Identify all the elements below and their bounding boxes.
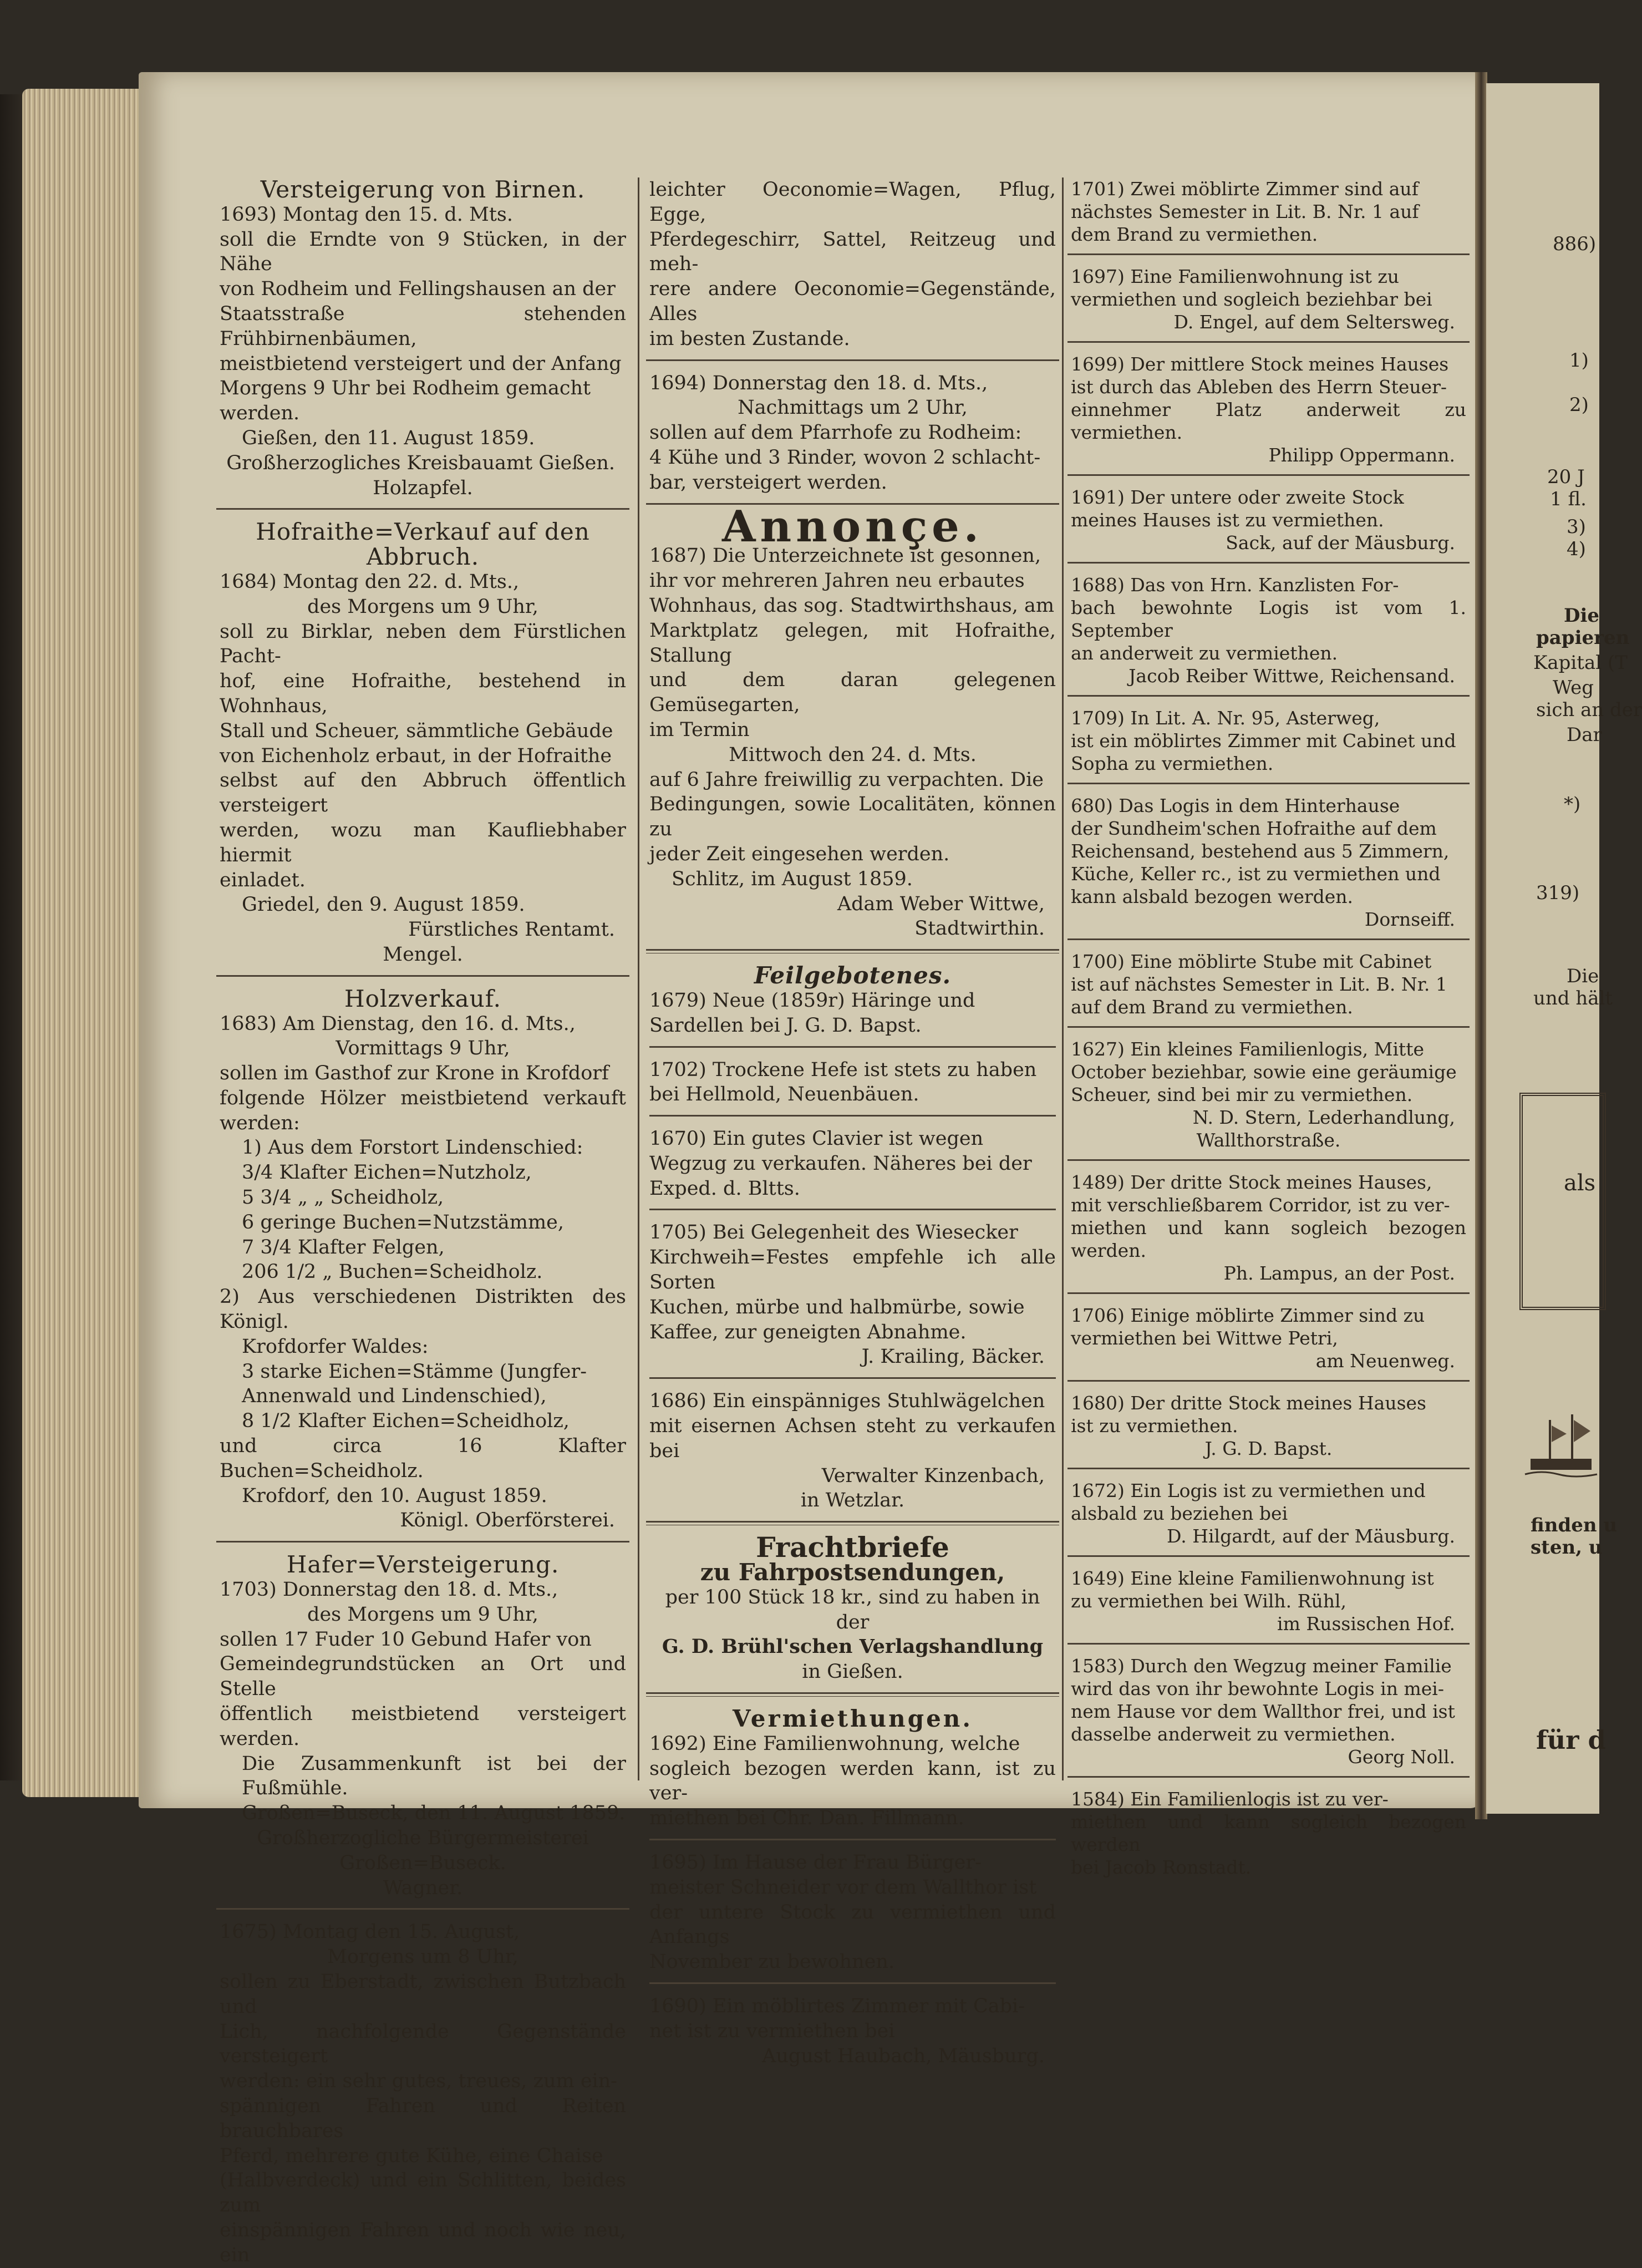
ad-line: kann alsbald bezogen werden. (1071, 886, 1354, 907)
ad-line: Exped. d. Bltts. (649, 1177, 800, 1200)
ad-line: ist durch das Ableben des Herrn Steuer- (1071, 376, 1447, 398)
ad-signature: Georg Noll. (1348, 1746, 1455, 1768)
ad-line: Gemeindegrundstücken an Ort und Stelle (220, 1653, 626, 1701)
ad-signature: im Russischen Hof. (1277, 1613, 1455, 1635)
ad-line: Stall und Scheuer, sämmtliche Gebäude (220, 719, 613, 742)
ad-title: Hofraithe=Verkauf auf den Abbruch. (256, 518, 590, 571)
section-feilgebotenes (646, 963, 1059, 1513)
ad-line: an anderweit zu vermiethen. (1071, 642, 1338, 664)
ad-signature: Wagner. (383, 1876, 463, 1899)
ad-line: 1672) Ein Logis ist zu vermiethen und (1071, 1480, 1426, 1501)
ad-line: zu vermiethen bei Wilh. Rühl, (1071, 1590, 1347, 1612)
ad-title: Versteigerung von Birnen. (260, 176, 586, 203)
next-page-text: *) (1564, 793, 1581, 815)
ad-separator (649, 1377, 1056, 1379)
ad-line: und dem daran gelegenen Gemüsegarten, (649, 669, 1056, 717)
ad-line: 1675) Montag den 15. August, (220, 1921, 520, 1944)
next-page-text: Dar (1567, 724, 1602, 746)
ad-line: der Sundheim'schen Hofraithe auf dem (1071, 818, 1437, 839)
ad-line: Lich, nachfolgende Gegenstände versteigert (220, 2020, 626, 2068)
ad-separator (1067, 1776, 1470, 1778)
ad-1627 (1067, 1038, 1470, 1151)
ad-line: Annenwald und Lindenschied), (242, 1385, 547, 1408)
ad-1706 (1067, 1304, 1470, 1372)
ad-signature: August Haubach, Mäusburg. (762, 2044, 1045, 2067)
ad-line: sollen zu Eberstadt, zwischen Butzbach und (220, 1970, 626, 2018)
ship-illustration-icon (1525, 1409, 1597, 1481)
ad-separator (1067, 695, 1470, 697)
ad-signature: Sack, auf der Mäusburg. (1226, 532, 1455, 554)
ad-1699 (1067, 353, 1470, 466)
ad-separator (1067, 341, 1470, 343)
ad-separator (649, 1982, 1056, 1984)
ad-line: werden. (220, 402, 300, 425)
ad-line: 3 starke Eichen=Stämme (Jungfer- (242, 1360, 587, 1383)
next-page-text: 1) (1569, 349, 1589, 372)
ad-separator (1067, 1380, 1470, 1382)
ad-separator (1067, 1643, 1470, 1645)
ad-line: 1695) Im Hause der Frau Bürger- (649, 1851, 982, 1874)
ad-place-date: Krofdorf, den 10. August 1859. (242, 1484, 547, 1507)
ad-line: Die Zusammenkunft ist bei der Fußmühle. (242, 1752, 626, 1800)
ad-line: miethen und kann sogleich bezogen werden (1071, 1811, 1466, 1855)
ad-separator (1067, 1555, 1470, 1557)
ad-line: Morgens um 8 Uhr, (327, 1946, 518, 1968)
ad-separator (1067, 1159, 1470, 1161)
ad-line: ist auf nächstes Semester in Lit. B. Nr. 1 (1071, 973, 1447, 995)
ad-line: 1709) In Lit. A. Nr. 95, Asterweg, (1071, 707, 1380, 729)
ad-line: 6 geringe Buchen=Nutzstämme, (242, 1211, 564, 1234)
ad-signature: Holzapfel. (373, 476, 473, 499)
ad-line: Sardellen bei J. G. D. Bapst. (649, 1014, 922, 1037)
ad-1700 (1067, 950, 1470, 1018)
ad-line: November zu bewohnen. (649, 1951, 895, 1973)
annonce-title: Annonçe. (722, 501, 983, 552)
ad-line: 680) Das Logis in dem Hinterhause (1071, 795, 1400, 816)
ad-1680 (1067, 1392, 1470, 1460)
next-page-text: 4) (1567, 538, 1586, 560)
ad-line: 1679) Neue (1859r) Häringe und (649, 989, 975, 1012)
ad-line: auf 6 Jahre freiwillig zu verpachten. Die (649, 768, 1044, 791)
section-title: Feilgebotenes. (754, 962, 952, 990)
ad-line: 1584) Ein Familienlogis ist zu ver- (1071, 1788, 1389, 1810)
ad-line: 1684) Montag den 22. d. Mts., (220, 570, 520, 593)
ad-signature: Verwalter Kinzenbach, (821, 1464, 1045, 1487)
ad-title: Holzverkauf. (344, 985, 502, 1012)
section-title: Vermiethungen. (733, 1705, 973, 1733)
ad-separator (649, 1839, 1056, 1840)
ad-signature: N. D. Stern, Lederhandlung, (1192, 1107, 1455, 1128)
ad-line: 1693) Montag den 15. d. Mts. (220, 203, 513, 226)
ad-place-date: Schlitz, im August 1859. (672, 867, 913, 890)
ad-signature: Adam Weber Wittwe, (837, 892, 1045, 915)
section-vermiethungen (646, 1707, 1059, 2068)
ad-line: Pferd, mehrere gute Kühe, eine Chaise (220, 2144, 603, 2167)
ad-line: 1670) Ein gutes Clavier ist wegen (649, 1128, 984, 1150)
ad-line: miethen bei Chr. Dan. Fillmann. (649, 1807, 964, 1830)
ad-line: Pferdegeschirr, Sattel, Reitzeug und meh- (649, 228, 1056, 276)
next-page-text: Die (1567, 965, 1599, 987)
ad-signature: D. Hilgardt, auf der Mäusburg. (1166, 1525, 1455, 1547)
ad-line: 1702) Trockene Hefe ist stets zu haben (649, 1058, 1037, 1081)
ad-line: October beziehbar, sowie eine geräumige (1071, 1061, 1457, 1083)
ad-authority: Großen=Buseck. (339, 1851, 506, 1874)
decorative-border (1519, 1093, 1606, 1310)
ad-line: Sopha zu vermiethen. (1071, 753, 1274, 774)
ad-1709 (1067, 707, 1470, 775)
ad-separator (649, 1115, 1056, 1117)
ad-place-date: Griedel, den 9. August 1859. (242, 894, 525, 916)
ad-hafer-versteigerung (216, 1552, 629, 1900)
ad-line: bei Jacob Ronstadt. (1071, 1856, 1252, 1878)
ad-separator (649, 1209, 1056, 1210)
ad-line: öffentlich meistbietend versteigert werden. (220, 1703, 626, 1750)
frachtbriefe-title: Frachtbriefe (756, 1531, 949, 1564)
ad-line: werden: ein sehr gutes, treues, zum ein- (220, 2070, 618, 2093)
column-right (1067, 177, 1470, 1912)
ad-line: Küche, Keller rc., ist zu vermiethen und (1071, 863, 1441, 885)
ad-line: 1489) Der dritte Stock meines Hauses, (1071, 1171, 1432, 1193)
ad-line: Morgens 9 Uhr bei Rodheim gemacht (220, 377, 591, 400)
next-page-text: 886) (1553, 233, 1597, 255)
ad-line: leichter Oeconomie=Wagen, Pflug, Egge, (649, 179, 1056, 226)
ad-line: meines Hauses ist zu vermiethen. (1071, 509, 1384, 531)
ad-line: Kirchweih=Festes empfehle ich alle Sorten (649, 1246, 1056, 1294)
next-page-text: finden u (1531, 1514, 1618, 1536)
next-page-text: Weg (1553, 677, 1594, 699)
ad-line: 206 1/2 „ Buchen=Scheidholz. (242, 1261, 543, 1283)
ad-line: sogleich bezogen werden kann, ist zu ver- (649, 1757, 1056, 1805)
ad-line: Kuchen, mürbe und halbmürbe, sowie (649, 1296, 1025, 1318)
ad-separator (649, 1046, 1056, 1048)
next-page-text: sten, u (1531, 1536, 1603, 1559)
ad-separator (216, 508, 629, 510)
ad-signature: Philipp Oppermann. (1268, 444, 1455, 466)
ad-line: im Termin (649, 718, 750, 741)
next-page-text: und hält (1533, 987, 1613, 1009)
ad-versteigerung-birnen (216, 177, 629, 500)
ad-line: 1701) Zwei möblirte Zimmer sind auf (1071, 178, 1419, 200)
ad-separator (1067, 562, 1470, 564)
ad-line: Kaffee, zur geneigten Abnahme. (649, 1321, 967, 1343)
column-rule (1062, 177, 1064, 1780)
ad-line: 1690) Ein möblirtes Zimmer mit Cabi- (649, 1995, 1025, 2017)
ad-line: folgende Hölzer meistbietend verkauft werden: (220, 1087, 626, 1134)
next-page-text: als (1564, 1170, 1596, 1196)
ad-line: miethen und kann sogleich bezogen werden. (1071, 1217, 1466, 1261)
ad-line: 1705) Bei Gelegenheit des Wiesecker (649, 1221, 1018, 1244)
ad-signature: Jacob Reiber Wittwe, Reichensand. (1128, 665, 1455, 687)
ad-line: Staatsstraße stehenden Frühbirnenbäumen, (220, 302, 626, 350)
ad-line: 3/4 Klafter Eichen=Nutzholz, (242, 1161, 532, 1184)
column-middle (646, 177, 1059, 2067)
ad-line: meister Schneider vor dem Wallthor ist (649, 1876, 1037, 1899)
ad-1672 (1067, 1479, 1470, 1547)
ad-separator (1067, 1468, 1470, 1469)
ad-line: (Halbverdeck) und ein Schlitten, beides zum (220, 2169, 626, 2217)
ad-line: dasselbe anderweit zu vermiethen. (1071, 1723, 1396, 1745)
next-page-text: 3) (1567, 516, 1586, 538)
ad-separator (1067, 474, 1470, 476)
section-separator (646, 1521, 1059, 1525)
next-page-text: 2) (1569, 394, 1589, 416)
ad-line: von Rodheim und Fellingshausen an der (220, 278, 616, 301)
ad-line: 2) Aus verschiedenen Distrikten des Königl. (220, 1286, 626, 1333)
ad-line: bar, versteigert werden. (649, 471, 887, 494)
ad-line: Bedingungen, sowie Localitäten, können zu (649, 793, 1056, 841)
ad-signature: Ph. Lampus, an der Post. (1223, 1262, 1455, 1284)
ad-line: sollen 17 Fuder 10 Gebund Hafer von (220, 1628, 592, 1651)
ad-line: 1699) Der mittlere Stock meines Hauses (1071, 353, 1449, 375)
ad-separator (1067, 1026, 1470, 1028)
ad-line: werden, wozu man Kaufliebhaber hiermit (220, 819, 626, 866)
ad-1701 (1067, 177, 1470, 246)
ad-line: G. D. Brühl'schen Verlagshandlung (662, 1635, 1044, 1658)
ad-line: ihr vor mehreren Jahren neu erbautes (649, 570, 1025, 592)
column-rule (638, 177, 639, 1780)
ad-continuation (646, 177, 1059, 352)
next-page-text: 319) (1536, 882, 1580, 904)
ad-line: wird das von ihr bewohnte Logis in mei- (1071, 1678, 1445, 1699)
next-page-text: für d (1536, 1725, 1606, 1755)
ad-line: 1688) Das von Hrn. Kanzlisten For- (1071, 574, 1399, 596)
ad-signature: am Neuenweg. (1315, 1350, 1455, 1372)
ad-line: Vormittags 9 Uhr, (335, 1037, 510, 1060)
ad-line: des Morgens um 9 Uhr, (307, 1603, 538, 1626)
ad-holzverkauf (216, 987, 629, 1534)
ad-signature: Dornseiff. (1364, 909, 1455, 930)
next-page-fragment (1486, 83, 1642, 1814)
ad-line: mit eisernen Achsen steht zu verkaufen bei (649, 1415, 1056, 1462)
ad-680 (1067, 794, 1470, 931)
ad-line: alsbald zu beziehen bei (1071, 1503, 1288, 1524)
ad-line: spännigen Fahren und Reiten brauchbares (220, 2094, 626, 2142)
column-left (216, 176, 629, 2266)
ad-line: nächstes Semester in Lit. B. Nr. 1 auf (1071, 201, 1419, 222)
ad-signature: D. Engel, auf dem Seltersweg. (1173, 311, 1455, 333)
ad-signature: J. G. D. Bapst. (1204, 1438, 1333, 1459)
ad-authority: Großherzogliche Bürgermeisterei (257, 1827, 589, 1849)
ad-frachtbriefe (646, 1531, 1059, 1684)
ad-line: soll die Erndte von 9 Stücken, in der Nähe (220, 228, 626, 276)
ad-line: Reichensand, bestehend aus 5 Zimmern, (1071, 840, 1450, 862)
ad-line: selbst auf den Abbruch öffentlich versteigert (220, 769, 626, 817)
ad-line: Wohnhaus, das sog. Stadtwirthshaus, am (649, 594, 1055, 617)
ad-line: rere andere Oeconomie=Gegenstände, Alles (649, 278, 1056, 325)
ad-1583 (1067, 1655, 1470, 1768)
ad-line: 1687) Die Unterzeichnete ist gesonnen, (649, 545, 1041, 567)
ad-line: 1694) Donnerstag den 18. d. Mts., (649, 372, 988, 394)
ad-line: ist ein möblirtes Zimmer mit Cabinet und (1071, 730, 1456, 752)
ad-line: des Morgens um 9 Uhr, (307, 595, 538, 618)
next-page-text: 1 fl. (1550, 488, 1587, 510)
ad-separator (1067, 253, 1470, 255)
next-page-text: Die (1564, 605, 1600, 627)
ad-line: auf dem Brand zu vermiethen. (1071, 996, 1353, 1018)
ad-line: 1686) Ein einspänniges Stuhlwägelchen (649, 1390, 1045, 1413)
ad-authority: Königl. Oberförsterei. (400, 1509, 615, 1532)
ad-line: 7 3/4 Klafter Felgen, (242, 1236, 445, 1259)
ad-line: ist zu vermiethen. (1071, 1415, 1238, 1437)
ad-line: sollen auf dem Pfarrhofe zu Rodheim: (649, 422, 1022, 444)
ad-line: Mittwoch den 24. d. Mts. (729, 743, 977, 766)
ad-line: 1692) Eine Familienwohnung, welche (649, 1732, 1020, 1755)
ad-line: meistbietend versteigert und der Anfang (220, 352, 622, 375)
ad-line: einnehmer Platz anderweit zu vermiethen. (1071, 399, 1466, 443)
ad-line: der untere Stock zu vermiethen und Anfangs (649, 1901, 1056, 1949)
ad-line: in Gießen. (802, 1661, 903, 1683)
ad-line: 1691) Der untere oder zweite Stock (1071, 486, 1404, 508)
ad-line: dem Brand zu vermiethen. (1071, 224, 1318, 245)
ad-line: 5 3/4 „ „ Scheidholz, (242, 1186, 444, 1209)
ad-signature: Stadtwirthin. (914, 917, 1045, 940)
ad-line: 1680) Der dritte Stock meines Hauses (1071, 1392, 1426, 1414)
ad-line: vermiethen und sogleich beziehbar bei (1071, 288, 1432, 310)
ad-1688 (1067, 574, 1470, 687)
ad-title: Hafer=Versteigerung. (286, 1551, 560, 1579)
ad-separator (216, 1908, 629, 1910)
ad-line: 1697) Eine Familienwohnung ist zu (1071, 266, 1399, 287)
ad-line: bach bewohnte Logis ist vom 1. September (1071, 597, 1466, 641)
book-gutter (1475, 72, 1487, 1819)
ad-1691 (1067, 486, 1470, 554)
ad-line: 1) Aus dem Forstort Lindenschied: (242, 1136, 583, 1159)
ad-1694 (646, 371, 1059, 495)
ad-separator (1067, 1292, 1470, 1294)
ad-line: 4 Kühe und 3 Rinder, wovon 2 schlacht- (649, 446, 1041, 469)
ad-signature: Mengel. (383, 943, 463, 966)
ad-line: net ist zu vermiethen bei (649, 2020, 895, 2042)
ad-line: mit verschließbarem Corridor, ist zu ver- (1071, 1194, 1450, 1216)
ad-line: 1683) Am Dienstag, den 16. d. Mts., (220, 1012, 576, 1035)
ad-line: einspännigen Fahren und noch wie neu, ein (220, 2219, 626, 2266)
ad-line: bei Hellmold, Neuenbäuen. (649, 1083, 919, 1106)
ad-1697 (1067, 265, 1470, 333)
ad-line: Marktplatz gelegen, mit Hofraithe, Stallung (649, 619, 1056, 667)
ad-signature: J. Krailing, Bäcker. (861, 1346, 1045, 1368)
next-page-text: sich an der (1536, 699, 1642, 721)
page-stack (22, 89, 150, 1797)
next-page-text: Kapital (T (1533, 652, 1628, 674)
ad-signature: Wallthorstraße. (1196, 1129, 1341, 1151)
next-page-text: papieren (1536, 627, 1630, 649)
ad-separator (216, 975, 629, 977)
ad-line: 1703) Donnerstag den 18. d. Mts., (220, 1579, 558, 1601)
ad-line: soll zu Birklar, neben dem Fürstlichen Pacht- (220, 620, 626, 668)
ad-place-date: Gießen, den 11. August 1859. (242, 427, 535, 449)
ad-line: vermiethen bei Wittwe Petri, (1071, 1327, 1338, 1349)
ad-place-date: Großen=Buseck, den 11. August 1859. (242, 1802, 626, 1825)
ad-line: hof, eine Hofraithe, bestehend in Wohnhaus, (220, 670, 626, 717)
ad-line: Scheuer, sind bei mir zu vermiethen. (1071, 1084, 1413, 1105)
ad-separator (646, 359, 1059, 361)
ad-1489 (1067, 1171, 1470, 1285)
ad-line: 1706) Einige möblirte Zimmer sind zu (1071, 1305, 1425, 1326)
ad-separator (1067, 783, 1470, 784)
ad-line: 8 1/2 Klafter Eichen=Scheidholz, (242, 1410, 570, 1433)
ad-line: 1700) Eine möblirte Stube mit Cabinet (1071, 951, 1432, 972)
frachtbriefe-subtitle: zu Fahrpostsendungen, (700, 1559, 1005, 1586)
section-separator (646, 1692, 1059, 1697)
ad-line: jeder Zeit eingesehen werden. (649, 843, 950, 865)
ad-line: sollen im Gasthof zur Krone in Krofdorf (220, 1062, 609, 1085)
ad-separator (1067, 938, 1470, 940)
ad-line: nem Hause vor dem Wallthor frei, und ist (1071, 1701, 1455, 1722)
ad-line: und circa 16 Klafter Buchen=Scheidholz. (220, 1435, 626, 1482)
ad-line: per 100 Stück 18 kr., sind zu haben in der (665, 1586, 1040, 1633)
ad-line: Nachmittags um 2 Uhr, (738, 397, 968, 419)
ad-1649 (1067, 1567, 1470, 1635)
ad-line: von Eichenholz erbaut, in der Hofraithe (220, 744, 612, 767)
ad-signature: in Wetzlar. (800, 1489, 905, 1512)
ad-separator (216, 1541, 629, 1543)
ad-line: 1627) Ein kleines Familienlogis, Mitte (1071, 1038, 1425, 1060)
ad-authority: Fürstliches Rentamt. (408, 919, 615, 941)
ad-line: einladet. (220, 869, 306, 891)
ad-1584 (1067, 1788, 1470, 1879)
ad-versteigerung-eberstadt (216, 1920, 629, 2267)
ad-authority: Großherzogliches Kreisbauamt Gießen. (226, 451, 615, 474)
ad-line: Wegzug zu verkaufen. Näheres bei der (649, 1152, 1032, 1175)
ad-line: 1649) Eine kleine Familienwohnung ist (1071, 1567, 1434, 1589)
ad-line: 1583) Durch den Wegzug meiner Familie (1071, 1655, 1452, 1677)
ad-hofraithe-verkauf (216, 520, 629, 967)
ad-line: Krofdorfer Waldes: (242, 1335, 429, 1358)
ad-line: im besten Zustande. (649, 327, 850, 350)
next-page-text: 20 J (1547, 466, 1585, 488)
ad-annonce (646, 501, 1059, 942)
section-separator (646, 949, 1059, 953)
